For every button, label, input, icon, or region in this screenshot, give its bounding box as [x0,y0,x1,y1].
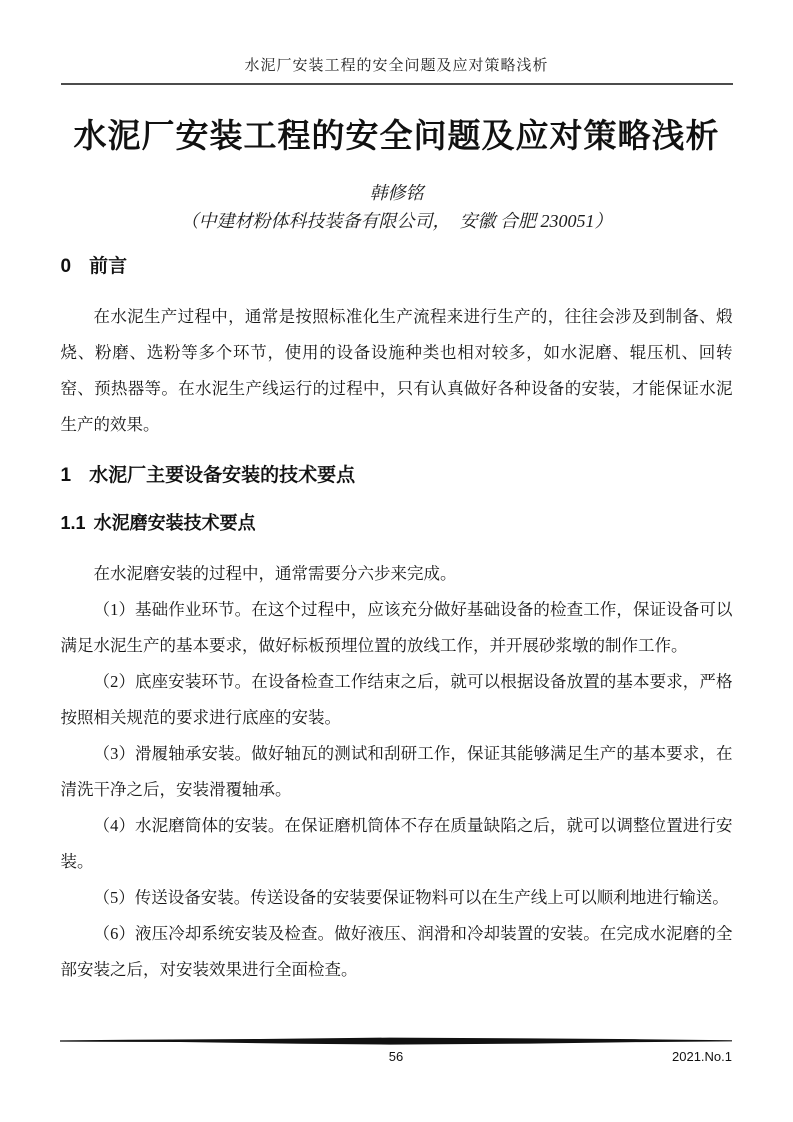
issue-label: 2021.No.1 [672,1049,732,1064]
section-title: 水泥厂主要设备安装的技术要点 [89,464,356,486]
author-name: 韩修铭 [369,183,424,204]
paragraph-step-1: （1）基础作业环节。在这个过程中，应该充分做好基础设备的检查工作，保证设备可以满足水泥生产的基本要求，做好标板预埋位置的放线工作，并开展砂浆墩的制作工作。 [60,599,733,655]
paragraph-step-2: （2）底座安装环节。在设备检查工作结束之后，就可以根据设备放置的基本要求，严格按照相关规范的要求进行底座的安装。 [60,671,733,727]
subsection-number: 1.1 [60,512,86,533]
author-affiliation: （中建材粉体科技装备有限公司， 安徽 合肥 230051） [180,211,613,232]
footer-meta [60,1048,732,1066]
paragraph-steps-intro: 在水泥磨安装的过程中，通常需要分六步来完成。 [93,563,457,583]
section-number: 0 [60,256,72,278]
paragraph-intro: 在水泥生产过程中，通常是按照标准化生产流程来进行生产的，往往会涉及到制备、煅烧、粉磨、选粉等多个环节，使用的设备设施种类也相对较多，如水泥磨、辊压机、回转窑、预热器等。在水泥生产线运行的过程中，只有认真做好各种设备的安装，才能保证水泥生产的效果。 [60,306,733,434]
paragraph-step-6: （6）液压冷却系统安装及检查。做好液压、润滑和冷却装置的安装。在完成水泥磨的全部安装之后，对安装效果进行全面检查。 [60,923,733,979]
page-number: 56 [388,1049,404,1064]
paragraph-step-5: （5）传送设备安装。传送设备的安装要保证物料可以在生产线上可以顺利地进行输送。 [93,887,729,907]
paragraph-step-4: （4）水泥磨筒体的安装。在保证磨机筒体不存在质量缺陷之后，就可以调整位置进行安装。 [60,815,733,871]
subsection-heading-1-1 [61,508,733,538]
page-footer [60,1036,732,1066]
running-head: 水泥厂安装工程的安全问题及应对策略浅析 [244,58,549,74]
section-number: 1 [60,464,72,486]
section-title: 前言 [89,256,128,278]
section-heading-0 [61,251,733,283]
header-rule [61,83,733,85]
page-header [61,0,733,85]
paragraph-step-3: （3）滑履轴承安装。做好轴瓦的测试和刮研工作，保证其能够满足生产的基本要求，在清洗干净之后，安装滑覆轴承。 [60,743,733,799]
subsection-title: 水泥磨安装技术要点 [93,512,256,533]
article-title: 水泥厂安装工程的安全问题及应对策略浅析 [73,117,720,154]
footer-divider-bar [60,1036,732,1046]
section-heading-1 [61,460,733,492]
